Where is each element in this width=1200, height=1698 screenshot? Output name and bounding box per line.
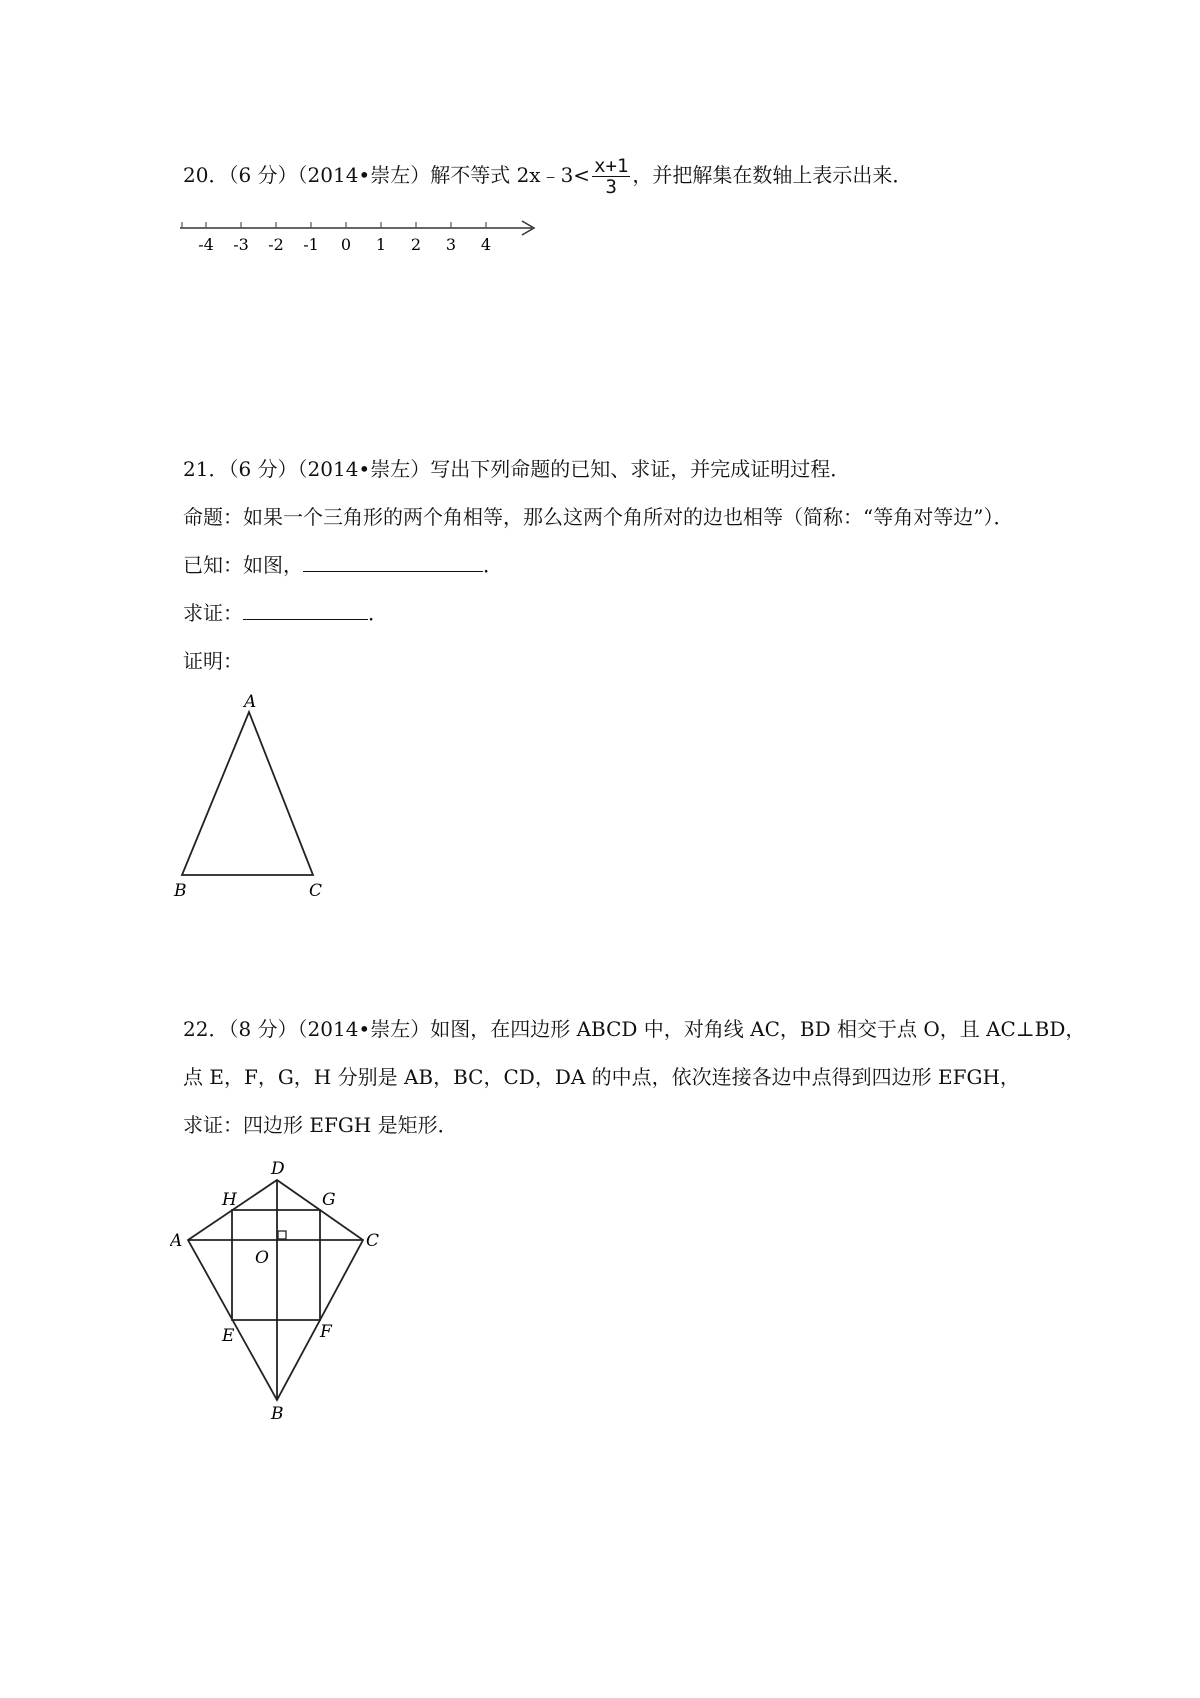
q22-line-2: 点 E，F，G，H 分别是 AB，BC，CD，DA 的中点，依次连接各边中点得到四边形 EFGH， [183,1065,1020,1089]
q21-given-end: ． [483,553,503,577]
label-B2: B [271,1404,284,1424]
label-B: B [174,881,187,901]
tick-label: 2 [410,235,422,254]
q21-proposition: 命题：如果一个三角形的两个角相等，那么这两个角所对的边也相等（简称：“等角对等边”）． [183,505,1014,529]
tick-label: 4 [480,235,492,254]
label-H: H [222,1190,237,1210]
label-A: A [244,692,257,712]
q20-prefix: 20．（6 分）（2014•崇左）解不等式 2x﹣3< [183,163,591,187]
label-D: D [271,1159,285,1179]
label-O: O [255,1248,269,1268]
q20-fraction-numerator: x+1 [594,155,629,177]
q21-prove-label: 求证： [183,601,243,625]
label-E: E [222,1326,235,1346]
q20-suffix: ，并把解集在数轴上表示出来． [632,163,913,187]
right-angle-mark [278,1231,286,1239]
rectangle-efgh [232,1210,320,1320]
tick-label: 3 [445,235,457,254]
q22-line-1: 22．（8 分）（2014•崇左）如图，在四边形 ABCD 中，对角线 AC，BD 相交于点 O，且 AC⊥BD， [183,1017,1086,1041]
label-C: C [309,881,323,901]
quadrilateral-figure [170,1155,400,1435]
q21-given-blank[interactable] [303,551,483,572]
tick-label: 1 [375,235,387,254]
label-A2: A [170,1231,183,1251]
q22-line-3: 求证：四边形 EFGH 是矩形． [183,1113,458,1137]
q21-given-label: 已知：如图， [183,553,303,577]
q21-prove-end: ． [368,601,388,625]
quadrilateral-abcd [188,1180,363,1400]
q21-prove-line [183,599,388,627]
q21-title: 21．（6 分）（2014•崇左）写出下列命题的已知、求证，并完成证明过程． [183,457,851,481]
q20-fraction-denominator: 3 [605,176,617,198]
label-F: F [320,1322,332,1342]
triangle-figure [170,690,350,905]
tick-label: -4 [198,235,214,254]
tick-label: -1 [303,235,319,254]
q20-text [183,156,912,197]
q21-proof-label: 证明： [183,649,243,673]
q20-fraction [592,156,630,197]
q21-prove-blank[interactable] [243,599,368,620]
label-C2: C [366,1231,380,1251]
q21-given-line [183,551,503,579]
number-line [170,210,550,260]
label-G: G [322,1190,336,1210]
tick-label: -3 [233,235,249,254]
tick-label: -2 [268,235,284,254]
tick-label: 0 [340,235,352,254]
triangle-abc [182,712,313,875]
